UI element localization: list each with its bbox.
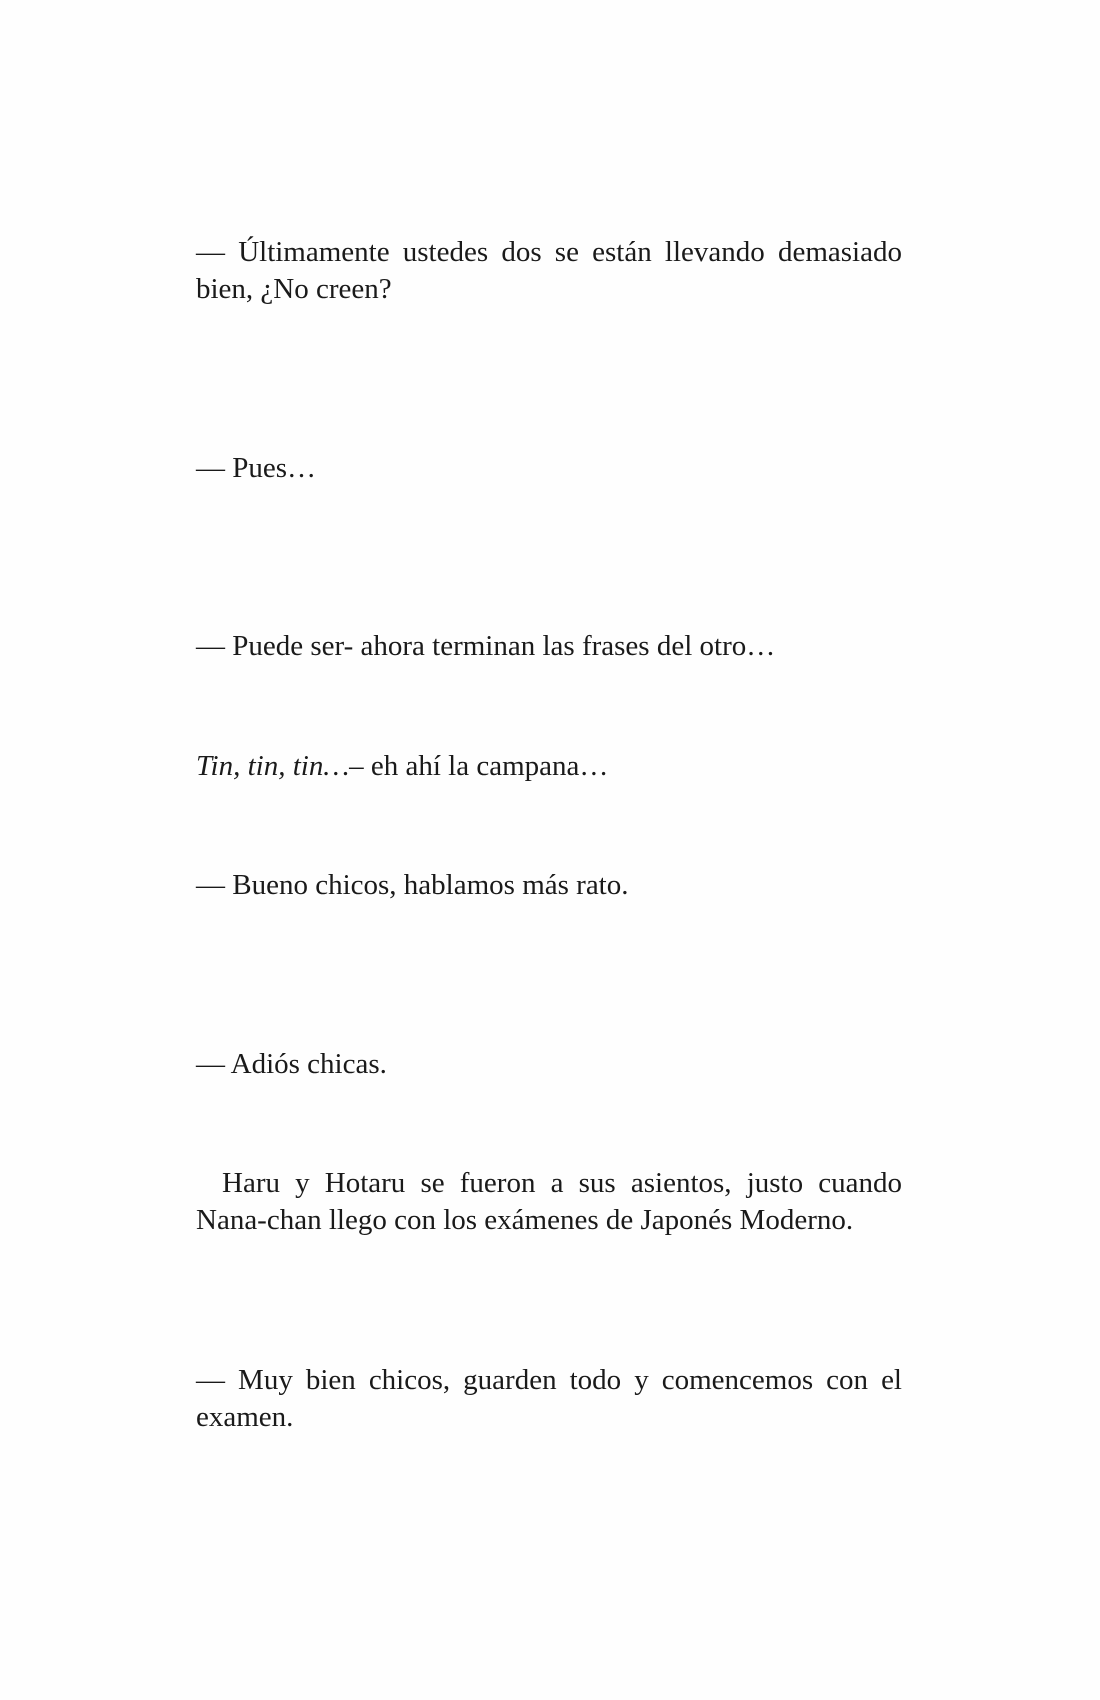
dialogue-line: — Bueno chicos, hablamos más rato. (196, 869, 629, 901)
dialogue-line: — Últimamente ustedes dos se están llevando demasiado bien, ¿No creen? (196, 236, 902, 305)
narration-paragraph: Haru y Hotaru se fueron a sus asientos, justo cuando Nana-chan llego con los exámenes de Japonés Moderno. (196, 1167, 902, 1236)
narration-text: – eh ahí la campana… (349, 750, 609, 782)
dialogue-line: — Muy bien chicos, guarden todo y comencemos con el examen. (196, 1364, 902, 1433)
bell-sound-text: Tin, tin, tin… (196, 750, 350, 782)
dialogue-line: — Puede ser- ahora terminan las frases del otro… (196, 630, 776, 662)
narration-line (196, 748, 902, 785)
dialogue-line: — Adiós chicas. (196, 1048, 387, 1080)
dialogue-line: — Pues… (196, 452, 317, 484)
